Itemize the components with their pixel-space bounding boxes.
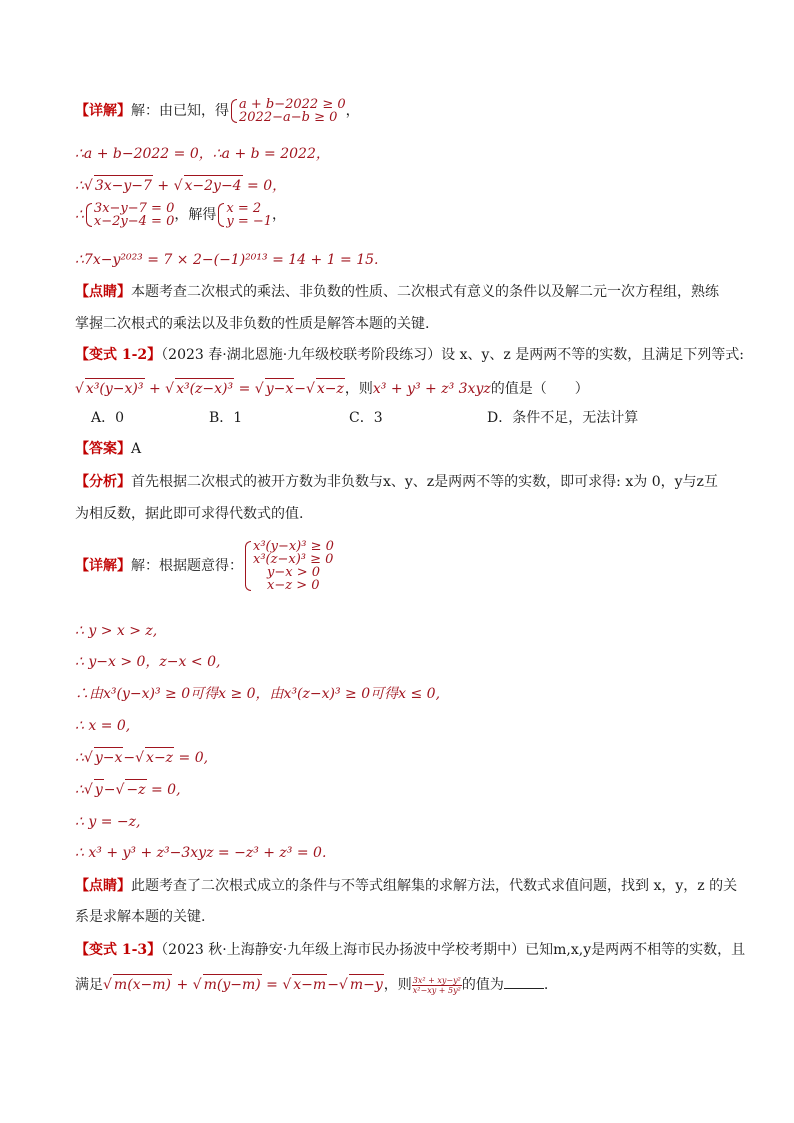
variant-3-title: 【变式 1-3】（2023 秋·上海静安·九年级上海市民办扬波中学校考期中）已知m,x,y是两两不相等的实数，且 bbox=[75, 942, 746, 958]
equation-system: 3x−y−7 = 0 x−2y−4 = 0 bbox=[84, 202, 174, 228]
detail-line-3: ∴√ 3x−y−7 + √ x−2y−4 = 0， bbox=[75, 175, 286, 196]
answer-tag: 【答案】 bbox=[75, 441, 131, 457]
variant-2-equation: √ x³(y−x)³ + √ x³(z−x)³ = √ y−x−√ x−z，则x³ + y³ + z³ 3xyz的值是（ ） bbox=[75, 378, 589, 399]
detail-line-4: ∴ 3x−y−7 = 0 x−2y−4 = 0 ，解得 x = 2 y = −1 ， bbox=[75, 201, 287, 229]
analysis-tag: 【分析】 bbox=[75, 474, 131, 490]
detail2-step-8: ∴ x³ + y³ + z³−3xyz = −z³ + z³ = 0. bbox=[75, 845, 327, 861]
detail2-line: 【详解】解：根据题意得： x³(y−x)³ ≥ 0 x³(z−x)³ ≥ 0 y−x > 0 x−z > 0 bbox=[75, 539, 334, 593]
option-b[interactable]: B．1 bbox=[209, 410, 243, 426]
comment-tag: 【点睛】 bbox=[75, 284, 131, 300]
option-a[interactable]: A．0 bbox=[91, 410, 125, 426]
detail-line-5: ∴7x−y²⁰²³ = 7 × 2−(−1)²⁰¹³ = 14 + 1 = 15. bbox=[75, 252, 379, 268]
comment-tag: 【点睛】 bbox=[75, 878, 131, 894]
solution-system: x = 2 y = −1 bbox=[216, 202, 272, 228]
detail2-step-5: ∴√ y−x−√ x−z = 0, bbox=[75, 747, 208, 768]
detail2-step-2: ∴ y−x > 0，z−x < 0, bbox=[75, 654, 221, 670]
comment-line-1: 【点睛】本题考查二次根式的乘法、非负数的性质、二次根式有意义的条件以及解二元一次方程组，熟练 bbox=[75, 284, 719, 300]
option-c[interactable]: C．3 bbox=[349, 410, 383, 426]
detail-tag: 【详解】 bbox=[75, 558, 131, 574]
variant-2-title: 【变式 1-2】（2023 春·湖北恩施·九年级校联考阶段练习）设 x、y、z 是两两不等的实数，且满足下列等式: bbox=[75, 347, 744, 363]
answer-blank[interactable] bbox=[504, 974, 544, 989]
inequality-system: x³(y−x)³ ≥ 0 x³(z−x)³ ≥ 0 y−x > 0 x−z > 0 bbox=[243, 540, 334, 592]
analysis-line-1: 【分析】首先根据二次根式的被开方数为非负数与x、y、z是两两不等的实数，即可求得: x为 0，y与z互 bbox=[75, 474, 718, 490]
detail-line-1: 【详解】解：由已知，得 a + b−2022 ≥ 0 2022−a−b ≥ 0 ， bbox=[75, 97, 360, 125]
comment2-line-2: 系是求解本题的关键. bbox=[75, 909, 206, 925]
answer-value: A bbox=[131, 441, 142, 457]
variant-3-equation: 满足√ m(x−m) + √ m(y−m) = √ x−m−√ m−y，则 $\frac{\text{3x² + xy−y²}}{\text{x²−xy + 5y²}}$ 的值为 . bbox=[75, 975, 549, 995]
option-d[interactable]: D．条件不足，无法计算 bbox=[487, 410, 639, 426]
detail-text: 解：由已知，得 bbox=[131, 103, 229, 119]
options-row bbox=[91, 408, 711, 428]
detail2-step-7: ∴ y = −z, bbox=[75, 814, 141, 830]
comment2-line-1: 【点睛】此题考查了二次根式成立的条件与不等式组解集的求解方法，代数式求值问题，找到 x，y，z 的关 bbox=[75, 878, 738, 894]
equation-system: a + b−2022 ≥ 0 2022−a−b ≥ 0 bbox=[229, 98, 346, 124]
detail-line-2: ∴a + b−2022 = 0，∴a + b = 2022， bbox=[75, 146, 330, 162]
analysis-line-2: 为相反数，据此即可求得代数式的值. bbox=[75, 506, 304, 522]
variant-tag: 【变式 1-2】 bbox=[75, 347, 162, 363]
detail2-step-1: ∴ y > x > z, bbox=[75, 623, 158, 639]
detail2-step-6: ∴√ y−√ −z = 0, bbox=[75, 779, 181, 800]
detail2-step-3: ∴由x³(y−x)³ ≥ 0可得x ≥ 0，由x³(z−x)³ ≥ 0可得x ≤ 0, bbox=[75, 686, 441, 702]
comment-line-2: 掌握二次根式的乘法以及非负数的性质是解答本题的关键. bbox=[75, 316, 430, 332]
fraction: $\frac{\text{3x² + xy−y²}}{\text{x²−xy + 5y²}}$ bbox=[412, 975, 461, 995]
detail-tag: 【详解】 bbox=[75, 103, 131, 119]
variant-tag: 【变式 1-3】 bbox=[75, 942, 162, 958]
detail2-step-4: ∴ x = 0, bbox=[75, 718, 131, 734]
answer-line bbox=[75, 439, 141, 459]
